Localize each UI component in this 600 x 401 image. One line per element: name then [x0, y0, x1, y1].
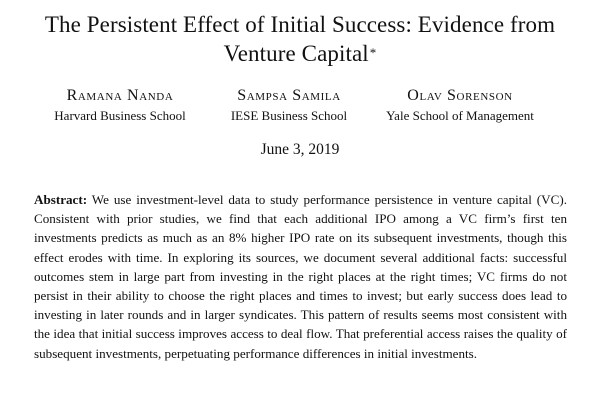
author-block	[0, 86, 600, 130]
author-affiliation: Yale School of Management	[386, 108, 534, 123]
abstract-text: We use investment-level data to study performance persistence in venture capital (VC). Consistent with prior studies, we find that each additional IPO among a VC firm’s first ten investments predicts as much as an 8% higher IPO rate on its subsequent investments, though this effect erodes with time. In exploring its sources, we document several additional facts: successful outcomes stem in large part from investing in the right places at the right times; VC firms do not persist in their ability to choose the right places and times to invest; but early success does lead to investing in later rounds and in larger syndicates. This pattern of results seems most consistent with the idea that initial success improves access to deal flow. That preferential access raises the quality of subsequent investments, perpetuating performance differences in initial investments.	[34, 192, 567, 361]
paper-title-line-1: The Persistent Effect of Initial Success: Evidence from	[44, 12, 556, 37]
abstract-label: Abstract:	[34, 192, 88, 207]
title-footnote-mark: *	[369, 45, 377, 60]
abstract-paragraph	[34, 190, 567, 363]
paper-date: June 3, 2019	[260, 141, 340, 158]
author-name: Ramana Nanda	[66, 87, 174, 104]
paper-title	[0, 10, 600, 68]
author-affiliation: IESE Business School	[230, 108, 348, 123]
author-3	[360, 86, 560, 125]
author-2	[189, 86, 389, 125]
paper-title-line-2-text: Venture Capital	[223, 41, 369, 66]
author-name: Olav Sorenson	[407, 87, 513, 104]
paper-title-line-2	[0, 39, 600, 68]
author-affiliation: Harvard Business School	[54, 108, 186, 123]
author-name: Sampsa Samila	[237, 87, 341, 104]
